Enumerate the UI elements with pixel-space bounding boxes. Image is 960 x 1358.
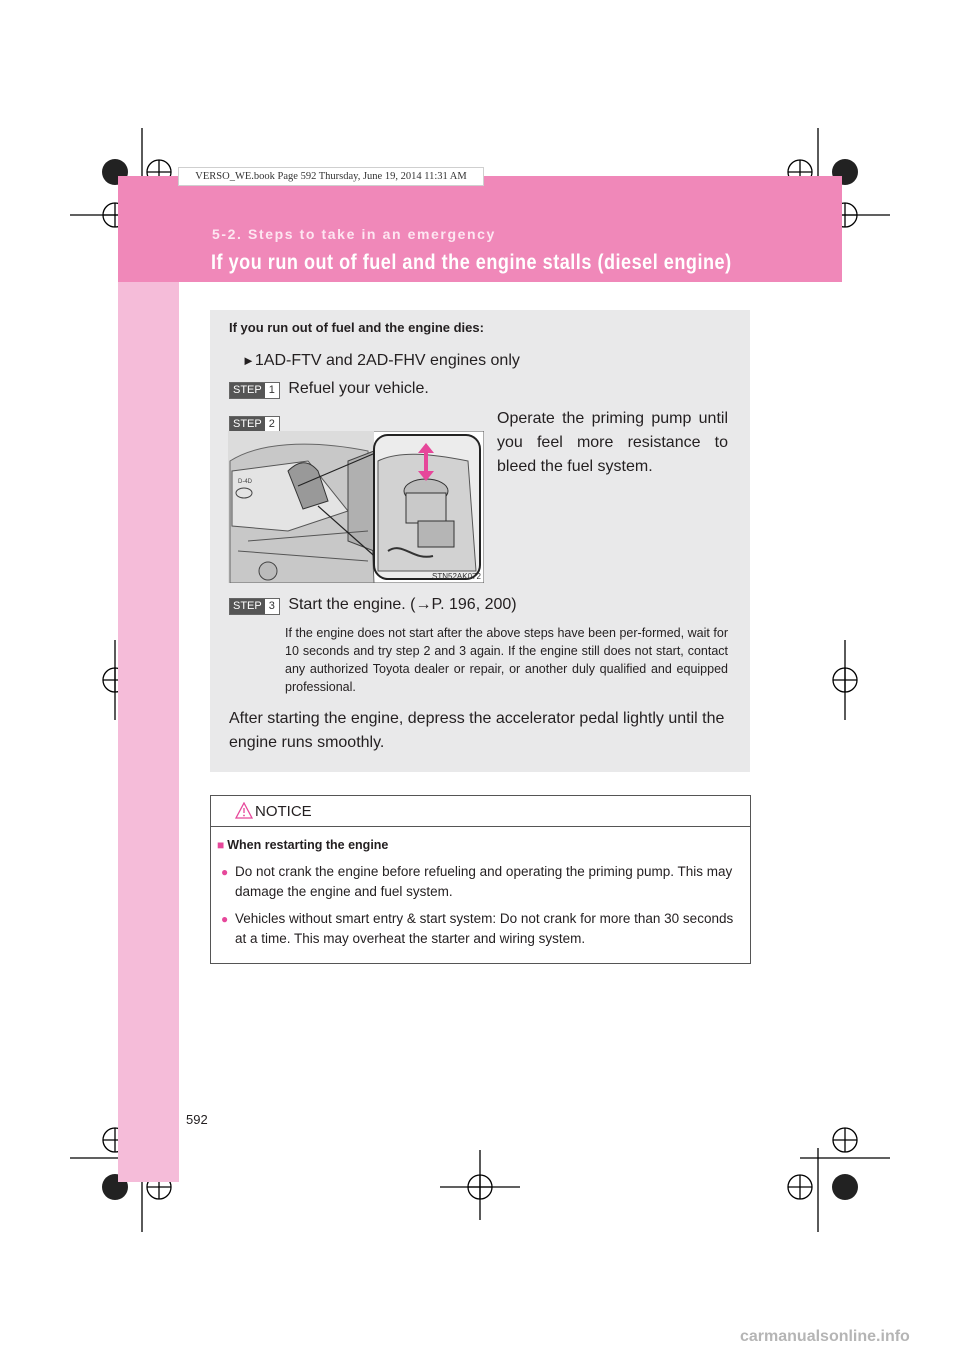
step-1: [229, 380, 429, 399]
section-title: 5-2. Steps to take in an emergency: [212, 226, 496, 242]
notice-item: ● Vehicles without smart entry & start system: Do not crank for more than 30 seconds at a time. This may overheat the starter and wiring system.: [221, 911, 734, 946]
engine-applicability: [242, 352, 520, 370]
step-3-note: If the engine does not start after the above steps have been per-formed, wait for 10 seconds and try step 2 and 3 again. If the engine still does not start, contact any authorized Toyota dealer or repair, or another duly qualified and equipped professional.: [285, 626, 728, 694]
notice-subheading: ■ When restarting the engine: [217, 838, 389, 852]
step-3-text: Start the engine. (→P. 196, 200): [288, 596, 517, 613]
svg-text:D-4D: D-4D: [238, 479, 253, 485]
watermark: carmanualsonline.info: [740, 1328, 910, 1345]
step-2-badge: STEP 2: [229, 416, 280, 433]
warning-triangle-icon: [235, 802, 253, 819]
step-2-text: Operate the priming pump until you feel more resistance to bleed the fuel system.: [497, 410, 728, 475]
step-3: [229, 596, 517, 615]
page-number: 592: [186, 1112, 208, 1127]
triangle-marker-icon: ►: [242, 353, 255, 368]
page-heading: If you run out of fuel and the engine stalls (diesel engine): [211, 251, 732, 274]
notice-box: [210, 795, 751, 964]
circle-bullet-icon: ●: [221, 912, 229, 926]
notice-header: [211, 796, 750, 827]
intro-text: If you run out of fuel and the engine dies:: [229, 320, 484, 335]
book-stamp: VERSO_WE.book Page 592 Thursday, June 19, 2014 11:31 AM: [178, 167, 484, 186]
image-code: STN52AK072: [432, 572, 481, 581]
step-1-badge: STEP 1: [229, 382, 280, 399]
notice-item: ● Do not crank the engine before refueling and operating the priming pump. This may damage the engine and fuel system.: [221, 864, 733, 899]
notice-label: NOTICE: [255, 803, 312, 820]
square-bullet-icon: ■: [217, 838, 225, 852]
step-3-badge: STEP 3: [229, 598, 280, 615]
engines-label: 1AD-FTV and 2AD-FHV engines only: [254, 352, 520, 369]
sidebar-strip: [118, 176, 179, 1182]
step-1-text: Refuel your vehicle.: [288, 380, 429, 397]
priming-pump-illustration: [228, 431, 484, 583]
circle-bullet-icon: ●: [221, 865, 229, 879]
after-start-text: After starting the engine, depress the accelerator pedal lightly until the engine runs smoothly.: [229, 710, 725, 751]
